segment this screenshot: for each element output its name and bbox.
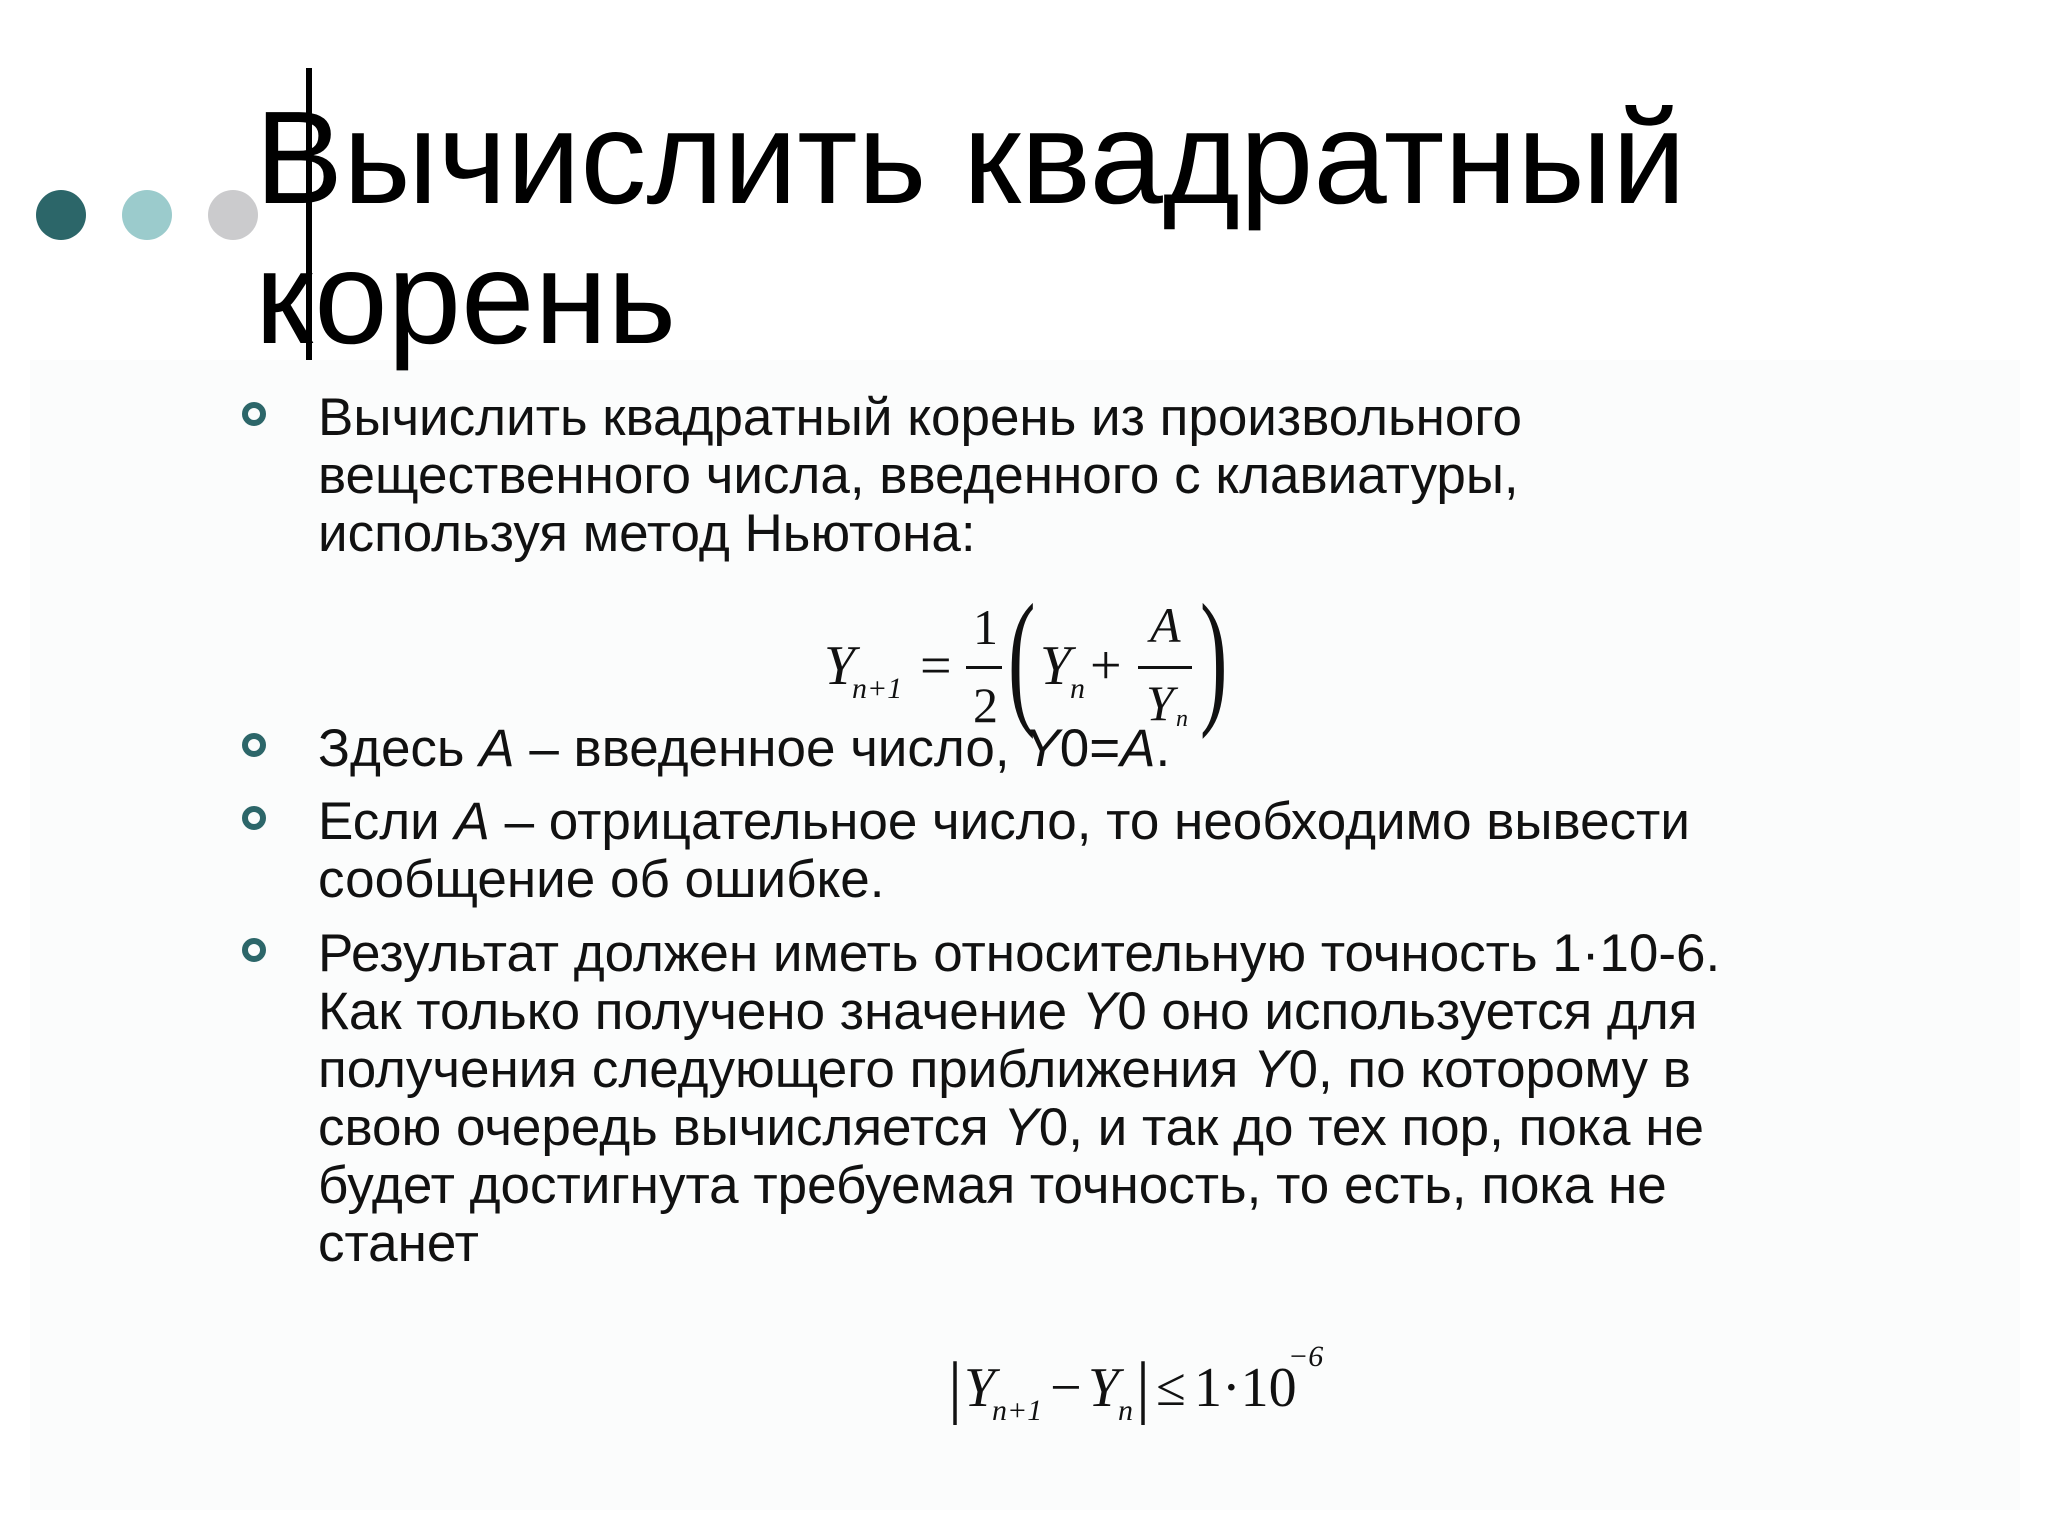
formula-lhs-sub: n+1 — [852, 672, 903, 705]
decor-dot-dark — [36, 190, 86, 240]
formula-term-sub: n — [1070, 672, 1085, 705]
formula-right-paren: ) — [1200, 574, 1228, 740]
bullet-4-line-6: станет — [318, 1214, 479, 1273]
formula-precision — [948, 1340, 1348, 1440]
bullet-4-line-2-after: 0 оно используется для — [1117, 982, 1698, 1041]
bullet-marker-2 — [242, 733, 266, 757]
bullet-4-line-1: Результат должен иметь относительную точность 1·10-6. — [318, 924, 1721, 983]
decor-dot-mid — [122, 190, 172, 240]
formula-inner-den-var: Y — [1146, 675, 1174, 731]
bullet-item-2 — [318, 720, 1958, 778]
formula-frac-den: 2 — [973, 677, 998, 733]
formula-prec-exp: −6 — [1288, 1340, 1324, 1373]
bullet-item-4 — [318, 925, 1958, 1273]
formula-frac-num: 1 — [973, 599, 998, 655]
title-line-2: корень — [255, 224, 677, 371]
bullet-3-line-1-before: Если — [318, 792, 455, 851]
bullet-4-line-4-var: Y — [1003, 1098, 1039, 1157]
formula-plus: + — [1090, 635, 1122, 697]
bullet-1-line-3: используя метод Ньютона: — [318, 504, 976, 563]
formula-prec-leq: ≤ — [1156, 1357, 1186, 1417]
bullet-marker-3 — [242, 806, 266, 830]
bullet-3-line-1-after: – отрицательное число, то необходимо вывести — [489, 792, 1690, 851]
formula-left-paren: ( — [1008, 574, 1036, 740]
bullet-3-var-a: A — [454, 792, 490, 851]
formula-inner-num: A — [1150, 597, 1181, 653]
bullet-item-1 — [318, 389, 1958, 563]
bullet-2-var-a: A — [479, 719, 515, 778]
formula-prec-var1: Y — [964, 1357, 996, 1419]
formula-prec-sub1: n+1 — [992, 1394, 1043, 1427]
bullet-4-line-2-var: Y — [1081, 982, 1118, 1041]
bullet-3-line-2: сообщение об ошибке. — [318, 850, 885, 909]
formula-prec-var2: Y — [1088, 1357, 1120, 1419]
formula-prec-coef: 1·10 — [1194, 1357, 1297, 1419]
bullet-4-line-3-after: 0, по которому в — [1288, 1040, 1691, 1099]
bullet-1-line-1: Вычислить квадратный корень из произвольного — [318, 388, 1523, 447]
bullet-2-var-a2: A — [1120, 719, 1156, 778]
decor-dot-light — [208, 190, 258, 240]
bullet-4-line-4-after: 0, и так до тех пор, пока не — [1038, 1098, 1704, 1157]
bullet-item-3 — [318, 793, 1958, 909]
slide-title — [255, 84, 1686, 371]
formula-frac-bar — [966, 666, 1002, 669]
bullet-2-text-mid: – введенное число, — [514, 719, 1025, 778]
bullet-4-line-5: будет достигнута требуемая точность, то есть, пока не — [318, 1156, 1667, 1215]
formula-newton — [820, 574, 1240, 740]
formula-inner-bar — [1138, 666, 1192, 669]
bullet-4-line-3-var: Y — [1253, 1040, 1289, 1099]
bullet-2-text-before: Здесь — [318, 719, 480, 778]
formula-abs-right: | — [1136, 1349, 1151, 1426]
formula-abs-left: | — [948, 1349, 963, 1426]
formula-term-var: Y — [1040, 635, 1072, 697]
formula-prec-sub2: n — [1118, 1394, 1133, 1427]
formula-lhs-var: Y — [824, 635, 856, 697]
bullet-2-var-y: Y — [1024, 719, 1060, 778]
formula-prec-minus: − — [1050, 1357, 1082, 1419]
bullet-2-text-end: . — [1155, 719, 1171, 778]
formula-inner-den-sub: n — [1176, 706, 1188, 732]
title-line-1: Вычислить квадратный — [255, 84, 1686, 231]
bullet-1-line-2: вещественного числа, введенного с клавиатуры, — [318, 446, 1519, 505]
formula-equals: = — [920, 635, 952, 697]
bullet-2-eq: 0= — [1059, 719, 1121, 778]
bullet-marker-1 — [242, 402, 266, 426]
bullet-marker-4 — [242, 938, 266, 962]
bullet-4-line-3-before: получения следующего приближения — [318, 1040, 1254, 1099]
bullet-4-line-2-before: Как только получено значение — [318, 982, 1082, 1041]
bullet-4-line-4-before: свою очередь вычисляется — [318, 1098, 1004, 1157]
